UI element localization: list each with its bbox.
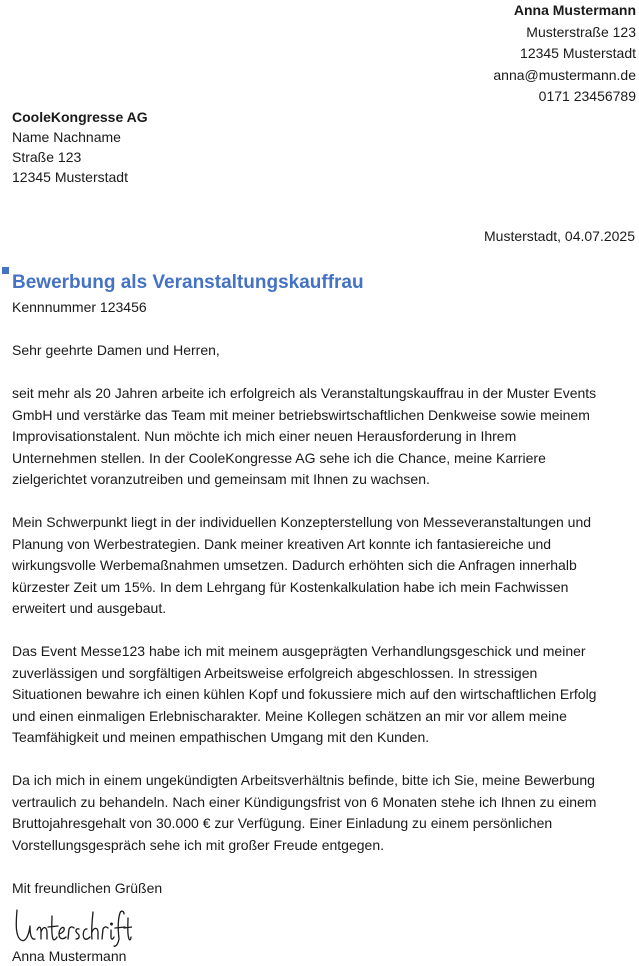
paragraph-4: Da ich mich in einem ungekündigten Arbeitsverhältnis befinde, bitte ich Sie, meine Bewerbung vertraulich zu behandeln. Nach einer Kündigungsfrist von 6 Monaten stehe ich Ihnen zu einem Bruttojahresgehalt von 30.000 € zur Verfügung. Einer Einladung zu einem persönlichen Vorstellungsgespräch sehe ich mit großer Freude entgegen.: [12, 772, 597, 853]
signer-name: Anna Mustermann: [12, 948, 127, 964]
letter-subject: Bewerbung als Veranstaltungskauffrau: [12, 272, 364, 293]
sender-phone: 0171 23456789: [538, 88, 636, 104]
recipient-city: 12345 Musterstadt: [12, 169, 128, 185]
recipient-company: CooleKongresse AG: [12, 109, 148, 125]
paragraph-3: Das Event Messe123 habe ich mit meinem ausgeprägten Verhandlungsgeschick und meiner zuverlässigen und sorgfältigen Arbeitsweise erfolgreich abgeschlossen. In stressigen Situationen bewahre ich einen kühlen Kopf und fokussiere mich auf den wirtschaftlichen Erfolg und einen einmaligen Erlebnischarakter. Meine Kollegen schätzen an mir vor allem meine Teamfähigkeit und meinen empathischen Umgang mit den Kunden.: [12, 643, 597, 745]
recipient-address-block: [12, 107, 148, 187]
sender-address-block: [493, 0, 636, 108]
closing: Mit freundlichen Grüßen: [12, 879, 163, 896]
recipient-contact: Name Nachname: [12, 129, 121, 145]
recipient-street: Straße 123: [12, 149, 82, 165]
salutation: Sehr geehrte Damen und Herren,: [12, 342, 220, 358]
letter-date: Musterstadt, 04.07.2025: [484, 228, 635, 244]
sender-street: Musterstraße 123: [526, 23, 636, 40]
paragraph-1: seit mehr als 20 Jahren arbeite ich erfolgreich als Veranstaltungskauffrau in der Muster Events GmbH und verstärke das Team mit meiner betriebswirtschaftlichen Denkweise sowie meinem Improvisationstalent. Nun möchte ich mich einer neuen Herausforderung in Ihrem Unternehmen stellen. In der CooleKongresse AG sehe ich die Chance, meine Karriere zielgerichtet voranzutreiben und gemeinsam mit Ihnen zu wachsen.: [12, 385, 597, 487]
reference-number: Kennnummer 123456: [12, 299, 147, 315]
handwritten-signature: [12, 904, 132, 950]
sender-city: 12345 Musterstadt: [520, 45, 636, 61]
letter-body: [12, 340, 636, 921]
subject-marker: [2, 267, 9, 274]
paragraph-2: Mein Schwerpunkt liegt in der individuellen Konzepterstellung von Messeveranstaltungen und Planung von Werbestrategien. Dank meiner kreativen Art konnte ich fantasiereiche und wirkungsvolle Werbemaßnahmen umsetzen. Dadurch erhöhten sich die Anfragen innerhalb kürzester Zeit um 15%. In dem Lehrgang für Kostenkalkulation habe ich mein Fachwissen erweitert und ausgebaut.: [12, 514, 592, 616]
sender-email: anna@mustermann.de: [493, 66, 636, 83]
sender-name: Anna Mustermann: [513, 2, 636, 18]
